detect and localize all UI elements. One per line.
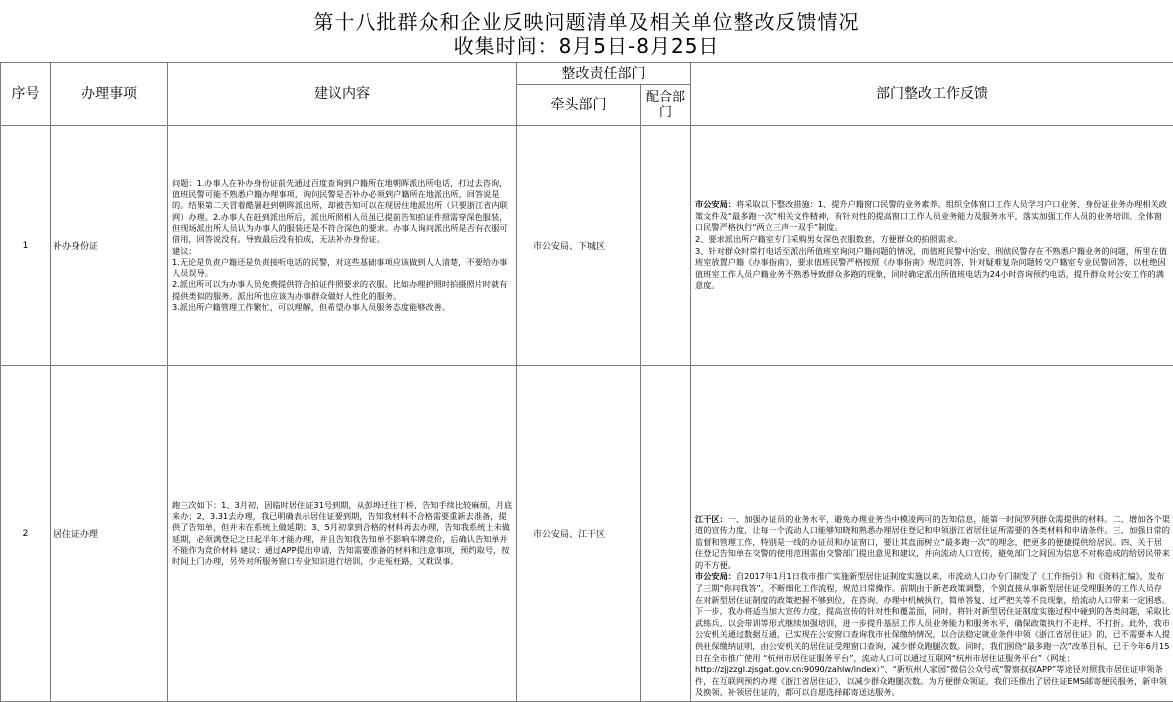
sheet-title-block (0, 0, 1173, 63)
row-suggestion: 跑三次如下：1、3月初，因临时居住证31号到期，从彭埠迁往丁桥，告知手续比较麻烦，月底来办；2、3.31去办理，我已明确表示居住证要到期，告知我材料不合格需要重新去准备，提供了告知单，但并未在系统上做延期；3、5月初拿到合格的材料再去办理，告知我系统上未做延期，必须满登记之日起半年才能办理，并且告知我告知单不影响车牌竞价，后确认告知单并不能作为竞价材料 建议：通过APP提出申请，告知需要准备的材料和注意事项，预约取号，按时间上门办理，另外对所服务窗口专业知识进行培训，少走冤枉路，又耽误事。 (168, 366, 517, 702)
row-seq: 1 (1, 126, 51, 366)
row-feedback (691, 366, 1173, 702)
feedback-org: 市公安局： (695, 199, 736, 209)
header-feedback: 部门整改工作反馈 (691, 63, 1173, 126)
feedback-text: 一、加强办证员的业务水平，避免办理业务当中模凌两可的告知信息，能第一时间罗列群众需提供的材料。二、增加各个渠道的宣传力度，让每一个流动人口能够知晓和熟悉办理居住登记和申领浙江省居住证所需要的各类材料和申请条件。三、加强日常的监督和管理工作，特别是一线的办证员和办证窗口，要让其直面树立“最多跑一次”的理念，把更多的便捷提供给居民。四、关于居住登记告知单在交警的使用范围需由交警部门提出意见和建议，并向流动人口宣传，避免部门之间因为信息不对称造成的给居民带来的不方便。 (695, 514, 1170, 570)
row-lead-dept: 市公安局、下城区 (517, 126, 641, 366)
header-seq: 序号 (1, 63, 51, 126)
row-feedback (691, 126, 1173, 366)
issue-table (0, 62, 1173, 702)
header-item: 办理事项 (51, 63, 168, 126)
header-lead: 牵头部门 (517, 85, 641, 126)
table-row (1, 126, 1173, 366)
feedback-text-2: 自2017年1月1日我市推广实施新型居住证制度实施以来，市流动人口办专门制发了《工作指引》和《资料汇编》，发布了三期“你问我答”，不断细化工作流程，规范日常操作。前期由于新老政策调整，个别直接从事新型居住证受理服务的工作人员存在对新型居住证制度的政策把握不够到位，在咨询、办理中机械执行，简单答复、过严把关等不良现象，给流动人口带来一定困惑。 下一步，我办将适当加大宣传力度，提高宣传的针对性和覆盖面，同时，将针对新型居住证制度实施过程中碰到的各类问题，采取比武练兵、以会带训等形式继续加强培训，进一步提升基层工作人员业务能力和服务水平，确保政策执行不走样、不打折。此外，我市公安机关通过数据互通，已实现在公安窗口查询我市社保缴纳情况，以合法稳定就业条件申领《浙江省居住证》的，已不需要本人提供社保缴纳证明，由公安机关的居住证受理窗口查询，减少群众跑腿次数。同时，我们围绕“最多跑一次”改革目标，已于今年6月15日在全市推广使用 “杭州市居住证服务平台”，流动人口可以通过互联网“杭州市居住证服务平台”（网址：http://zjjzzgl.zjsgat.gov.cn:9090/zahlw/index）”、“新杭州人家园”微信公众号或“警察叔叔APP”等途径对照我市居住证申领条件，在互联网预约办理《浙江省居住证》，以减少群众跑腿次数。为方便群众领证，我们还推出了居住证EMS邮寄便民服务，新申领及换领、补领居住证的，都可以自愿选择邮寄送达服务。 (695, 571, 1170, 697)
row-item: 居住证办理 (51, 366, 168, 702)
sheet-title: 第十八批群众和企业反映问题清单及相关单位整改反馈情况 (0, 10, 1173, 34)
row-seq: 2 (1, 366, 51, 702)
row-item: 补办身份证 (51, 126, 168, 366)
collection-period: 收集时间：8月5日-8月25日 (0, 34, 1173, 58)
row-suggestion: 问题：1.办事人在补办身份证前先通过百度查询到户籍所在地朝晖派出所电话，打过去咨询，值班民警可能不熟悉户籍办理事项，询问民警是否补办必须到户籍所在地派出所，回答说是的。结果第二天冒着酷暑赶到朝晖派出所，却被告知可以在现居住地派出所（只要浙江省内联网）办理。2.办事人在赶到派出所后，派出所照相人员虽已提前告知拍证件照需穿深色服装，但现场派出所人员认为办事人的服装还是不符合深色的要求。办事人询问派出所是否有衣服可借用，回答说没有。导致最后没有拍成，无法补办身份证。 建议： 1.无论是负责户籍还是负责接听电话的民警，对这些基础事项应该做到人人清楚，不要给办事人员误导。 2.派出所可以为办事人员免费提供符合拍证件照要求的衣服。比如办理护照时拍摄照片时就有提供类似的服务。派出所也应该为办事群众做好人性化的服务。 3.派出所户籍管理工作繁忙，可以理解，但希望办事人员服务态度能够改善。 (168, 126, 517, 366)
row-lead-dept: 市公安局、江干区 (517, 366, 641, 702)
row-assist-dept (641, 366, 691, 702)
header-assist: 配合部门 (641, 85, 691, 126)
feedback-org: 江干区： (695, 514, 728, 524)
row-assist-dept (641, 126, 691, 366)
table-row (1, 366, 1173, 702)
header-responsible: 整改责任部门 (517, 63, 691, 85)
feedback-text: 将采取以下整改措施：1、提升户籍窗口民警的业务素养。组织全体窗口工作人员学习户口业务、身份证业务办理相关政策文件及“最多跑一次”相关文件精神，有针对性的提高窗口工作人员业务能力及服务水平，落实加强工作人员的业务培训。全体窗口民警严格执行“两立三声一双手”制度。 2、要求派出所户籍室专门采购男女深色衣服数套，方便群众的拍照需求。 3、针对群众时常打电话至派出所值班室询问户籍问题的情况，而值班民警中治安、刑侦民警存在不熟悉户籍业务的问题，所里在值班室放置户籍《办事指南》，要求值班民警严格按照《办事指南》规范问答，针对疑难复杂问题转交户籍室专业民警回答，以杜绝因值班室工作人员户籍业务不熟悉导致群众多跑的现象，同时确定派出所值班电话为24小时咨询预约电话，提升群众对公安工作的满意度。 (695, 199, 1167, 290)
header-suggestion: 建议内容 (168, 63, 517, 126)
feedback-org-2: 市公安局： (695, 571, 736, 581)
